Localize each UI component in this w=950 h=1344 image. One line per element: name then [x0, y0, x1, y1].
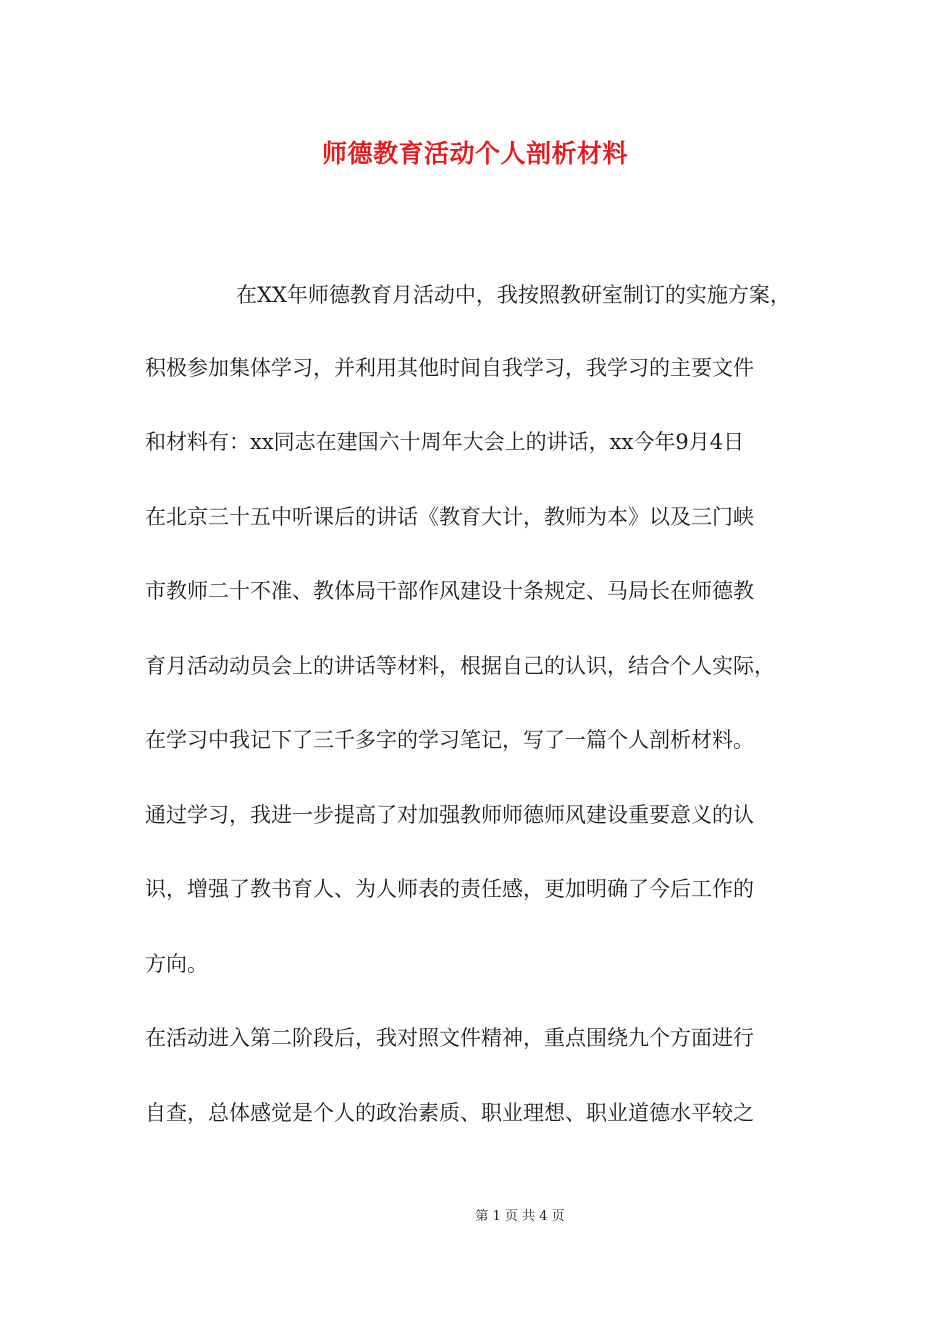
page-number-footer: 第 1 页 共 4 页: [475, 1209, 565, 1224]
body-line-1: 在XX年师德教育月活动中，我按照教研室制订的实施方案，: [236, 283, 791, 307]
body-line-5: 市教师二十不准、教体局干部作风建设十条规定、马局长在师德教: [145, 579, 754, 603]
body-line-8: 通过学习，我进一步提高了对加强教师师德师风建设重要意义的认: [145, 803, 754, 827]
body-line-11: 在活动进入第二阶段后，我对照文件精神，重点围绕九个方面进行: [145, 1026, 754, 1050]
body-line-3: 和材料有：xx同志在建国六十周年大会上的讲话，xx今年9月4日: [145, 430, 745, 454]
body-line-10: 方向。: [145, 952, 208, 976]
body-line-2: 积极参加集体学习，并利用其他时间自我学习，我学习的主要文件: [145, 356, 754, 380]
body-line-6: 育月活动动员会上的讲话等材料，根据自己的认识，结合个人实际，: [145, 654, 775, 678]
body-line-9: 识，增强了教书育人、为人师表的责任感，更加明确了今后工作的: [145, 877, 754, 901]
document-title: 师德教育活动个人剖析材料: [321, 139, 628, 168]
body-line-4: 在北京三十五中听课后的讲话《教育大计，教师为本》以及三门峡: [145, 505, 754, 529]
body-line-7: 在学习中我记下了三千多字的学习笔记，写了一篇个人剖析材料。: [145, 728, 754, 752]
body-line-12: 自查，总体感觉是个人的政治素质、职业理想、职业道德水平较之: [145, 1101, 754, 1125]
